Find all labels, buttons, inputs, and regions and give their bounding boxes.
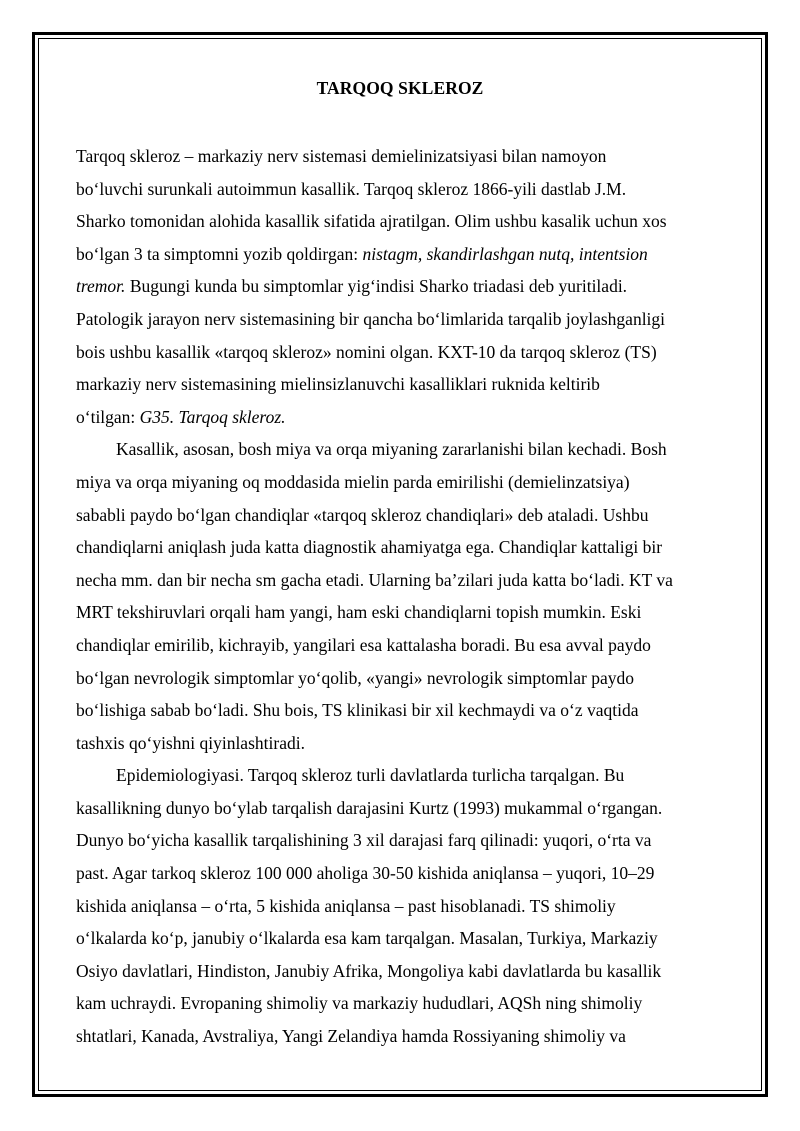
text-line: sababli paydo bo‘lgan chandiqlar «tarqoq skleroz chandiqlari» deb ataladi. Ushbu (76, 504, 649, 525)
text-line: Sharko tomonidan alohida kasallik sifatida ajratilgan. Olim ushbu kasalik uchun xos (76, 211, 667, 232)
text-line: Epidemiologiyasi. Tarqoq skleroz turli davlatlarda turlicha tarqalgan. Bu (116, 765, 625, 786)
text-line: bo‘luvchi surunkali autoimmun kasallik. Tarqoq skleroz 1866-yili dastlab J.M. (76, 178, 627, 199)
text-line: chandiqlarni aniqlash juda katta diagnostik ahamiyatga ega. Chandiqlar kattaligi bir (76, 537, 663, 558)
text-line: Patologik jarayon nerv sistemasining bir qancha bo‘limlarida tarqalib joylashganligi (76, 308, 666, 329)
text-line: miya va orqa miyaning oq moddasida mielin parda emirilishi (demielinzatsiya) (76, 471, 630, 492)
text-line: bo‘lishiga sabab bo‘ladi. Shu bois, TS klinikasi bir xil kechmaydi va o‘z vaqtida (76, 700, 639, 721)
text-line: Osiyo davlatlari, Hindiston, Janubiy Afrika, Mongoliya kabi davlatlarda bu kasallik (76, 960, 662, 981)
text-line: kishida aniqlansa – o‘rta, 5 kishida aniqlansa – past hisoblanadi. TS shimoliy (76, 895, 616, 916)
text-line: kam uchraydi. Evropaning shimoliy va markaziy hududlari, AQSh ning shimoliy (76, 993, 643, 1014)
text-line: Dunyo bo‘yicha kasallik tarqalishining 3 xil darajasi farq qilinadi: yuqori, o‘rta va (76, 830, 652, 851)
text-line: bois ushbu kasallik «tarqoq skleroz» nomini olgan. KXT-10 da tarqoq skleroz (TS) (76, 341, 657, 362)
text-line (76, 238, 724, 271)
text-line: Kasallik, asosan, bosh miya va orqa miyaning zararlanishi bilan kechadi. Bosh (116, 439, 667, 460)
italic-icd-code: G35. Tarqoq skleroz. (139, 406, 286, 427)
document-content (76, 76, 724, 1053)
text-segment: o‘tilgan: (76, 406, 140, 427)
text-line (76, 270, 724, 303)
text-line: past. Agar tarkoq skleroz 100 000 aholiga 30-50 kishida aniqlansa – yuqori, 10–29 (76, 863, 655, 884)
text-line: markaziy nerv sistemasining mielinsizlanuvchi kasalliklari ruknida keltirib (76, 374, 600, 395)
text-line: Tarqoq skleroz – markaziy nerv sistemasi demielinizatsiyasi bilan namoyon (76, 146, 607, 166)
text-line: tashxis qo‘yishni qiyinlashtiradi. (76, 732, 305, 753)
italic-symptoms: nistagm, skandirlashgan nutq, intentsion (362, 243, 648, 264)
text-line (76, 401, 724, 434)
paragraph-epidemiology (76, 759, 724, 1052)
text-segment: bo‘lgan 3 ta simptomni yozib qoldirgan: (76, 243, 363, 264)
text-line: shtatlari, Kanada, Avstraliya, Yangi Zelandiya hamda Rossiyaning shimoliy va (76, 1026, 626, 1047)
paragraph-intro (76, 140, 724, 433)
text-line: o‘lkalarda ko‘p, janubiy o‘lkalarda esa kam tarqalgan. Masalan, Turkiya, Markaziy (76, 928, 658, 949)
text-line: bo‘lgan nevrologik simptomlar yo‘qolib, «yangi» nevrologik simptomlar paydo (76, 667, 634, 688)
italic-symptom-tremor: tremor. (76, 276, 126, 297)
text-line: MRT tekshiruvlari orqali ham yangi, ham eski chandiqlarni topish mumkin. Eski (76, 602, 642, 623)
text-line: chandiqlar emirilib, kichrayib, yangilari esa kattalasha boradi. Bu esa avval paydo (76, 634, 651, 655)
text-line: necha mm. dan bir necha sm gacha etadi. Ularning ba’zilari juda katta bo‘ladi. KT va (76, 569, 673, 590)
document-title: TARQOQ SKLEROZ (316, 78, 484, 98)
paragraph-pathology (76, 433, 724, 759)
text-segment: Bugungi kunda bu simptomlar yig‘indisi Sharko triadasi deb yuritiladi. (125, 276, 628, 297)
text-line: kasallikning dunyo bo‘ylab tarqalish darajasini Kurtz (1993) mukammal o‘rgangan. (76, 797, 663, 818)
